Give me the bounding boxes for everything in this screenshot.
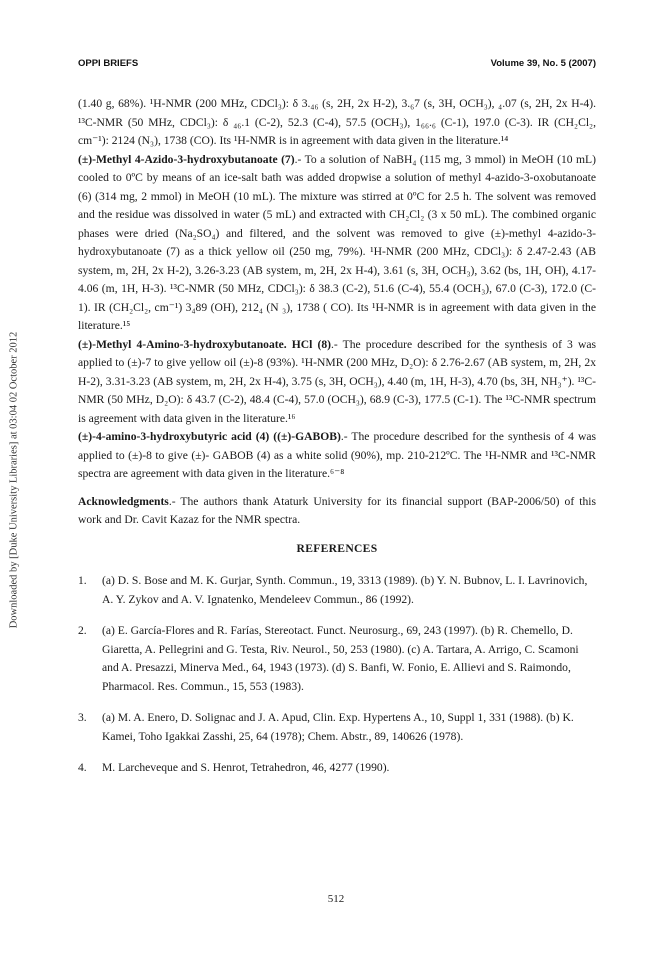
page-number: 512 (327, 893, 345, 905)
compound-heading: (±)-Methyl 4-Azido-3-hydroxybutanoate (7) (78, 152, 295, 166)
reference-item (78, 572, 596, 609)
reference-text: (a) D. S. Bose and M. K. Gurjar, Synth. Commun., 19, 3313 (1989). (b) Y. N. Bubnov, L. I. Lavrinovich, A. Y. Zykov and A. V. Ignatenko, Mendeleev Commun., 86 (1992). (102, 574, 588, 606)
reference-number: 1. (78, 574, 87, 587)
paragraph-amino-ester (78, 336, 596, 429)
acknowledgments (78, 493, 596, 530)
paragraph-continuation (78, 95, 596, 151)
references-list (78, 572, 596, 778)
reference-text: M. Larcheveque and S. Henrot, Tetrahedron, 46, 4277 (1990). (102, 761, 390, 774)
acknowledgments-heading: Acknowledgments (78, 494, 169, 508)
reference-text: (a) M. A. Enero, D. Solignac and J. A. Apud, Clin. Exp. Hypertens A., 10, Suppl 1, 331 (1988). (b) K. Kamei, Toho Igakkai Zasshi, 25, 64 (1978); Chem. Abstr., 89, 140626 (1978). (102, 711, 574, 743)
paragraph-text: .- The procedure described for the synthesis of 3 was applied to (±)-7 to give yellow oil (±)-8 (93%). ¹H-NMR (200 MHz, D₂O): δ 2.76-2.67 (AB system, m, 2H, 2x H-2), 3.31-3.23 (AB system, m, 2H, 2x H-4), 3.75 (s, 3H, OCH₃), 4.40 (m, 1H, H-3), 4.70 (bs, 3H, NH₃⁺). ¹³C-NMR (50 MHz, D₂O): δ 43.7 (C-2), 48.4 (C-4), 57.0 (OCH₃), 68.9 (C-3), 177.5 (C-1). The ¹³C-NMR spectrum is agreement with data given in the literature.¹⁶ (78, 337, 596, 425)
paragraph-text: .- To a solution of NaBH₄ (115 mg, 3 mmol) in MeOH (10 mL) cooled to 0ºC by means of an ice-salt bath was added dropwise a solution of methyl 4-azido-3-oxobutanoate (6) (314 mg, 2 mmol) in MeOH (10 mL). The mixture was stirred at 0ºC for 2.5 h. The solvent was removed and the residue was dissolved in water (5 mL) and extracted with CH₂Cl₂ (3 x 50 mL). The combined organic phases were dried (Na₂SO₄) and filtered, and the solvent was removed to give (±)-methyl 4-azido-3-hydroxybutanoate (7) as a thick yellow oil (250 mg, 79%). ¹H-NMR (200 MHz, CDCl₃): δ 2.47-2.43 (AB system, m, 2H, 2x H-2), 3.26-3.23 (AB system, m, 2H, 2x H-4), 3.61 (s, 3H, OCH₃), 3.62 (bs, 1H, OH), 4.17-4.06 (m, 1H, H-3). ¹³C-NMR (50 MHz, CDCl₃): δ 38.3 (C-2), 51.6 (C-4), 55.4 (OCH₃), 67.0 (C-3), 172.0 (C-1). IR (CH₂Cl₂, cm⁻¹) 3₄89 (OH), 212₄ (N ₃), 1738 ( CO). Its ¹H-NMR is in agreement with data given in the literature.¹⁵ (78, 152, 596, 332)
reference-number: 3. (78, 711, 87, 724)
reference-item (78, 709, 596, 746)
journal-name: OPPI BRIEFS (78, 58, 139, 69)
paragraph-gabob (78, 428, 596, 484)
article-body (78, 95, 596, 791)
reference-item (78, 759, 596, 778)
volume-info: Volume 39, No. 5 (2007) (490, 58, 596, 69)
reference-item (78, 622, 596, 696)
reference-number: 2. (78, 624, 87, 637)
reference-number: 4. (78, 761, 87, 774)
paragraph-text: (1.40 g, 68%). ¹H-NMR (200 MHz, CDCl₃): δ 3.₄₆ (s, 2H, 2x H-2), 3.₆7 (s, 3H, OCH₃), ₄.07 (s, 2H, 2x H-4). ¹³C-NMR (50 MHz, CDCl₃): δ ₄₆.1 (C-2), 52.3 (C-4), 57.5 (OCH₃), 1₆₆.₆ (C-1), 197.0 (C-3). IR (CH₂Cl₂, cm⁻¹): 2124 (N₃), 1738 (CO). Its ¹H-NMR is in agreement with data given in the literature.¹⁴ (78, 97, 596, 147)
download-watermark (4, 290, 24, 670)
reference-text: (a) E. García-Flores and R. Farías, Stereotact. Funct. Neurosurg., 69, 243 (1997). (b) R. Chemello, D. Giaretta, A. Pellegrini and G. Testa, Riv. Neurol., 50, 253 (1980). (c) A. Tartara, A. Arrigo, C. Scamoni and A. Presazzi, Minerva Med., 64, 1943 (1973). (d) S. Banfi, W. Fonio, E. Allievi and S. Raimondo, Pharmacol. Res. Commun., 15, 553 (1983). (102, 624, 579, 693)
compound-heading: (±)-4-amino-3-hydroxybutyric acid (4) ((±)-GABOB) (78, 430, 341, 443)
paragraph-azido-ester (78, 151, 596, 336)
compound-heading: (±)-Methyl 4-Amino-3-hydroxybutanoate. HCl (8) (78, 337, 331, 351)
running-header (78, 58, 596, 69)
download-watermark-text: Downloaded by [Duke University Libraries] at 03:04 02 October 2012 (8, 331, 20, 629)
paragraph-text: .- The procedure described for the synthesis of 4 was applied to (±)-8 to give (±)- GABOB (4) as a white solid (90%), mp. 210-212ºC. The ¹H-NMR and ¹³C-NMR spectra are agreement with data given in the literature.⁶⁻⁸ (78, 430, 596, 480)
acknowledgments-text: .- The authors thank Ataturk University for its financial support (BAP-2006/50) of this work and Dr. Cavit Kazaz for the NMR spectra. (78, 494, 596, 526)
references-heading: REFERENCES (296, 541, 378, 555)
